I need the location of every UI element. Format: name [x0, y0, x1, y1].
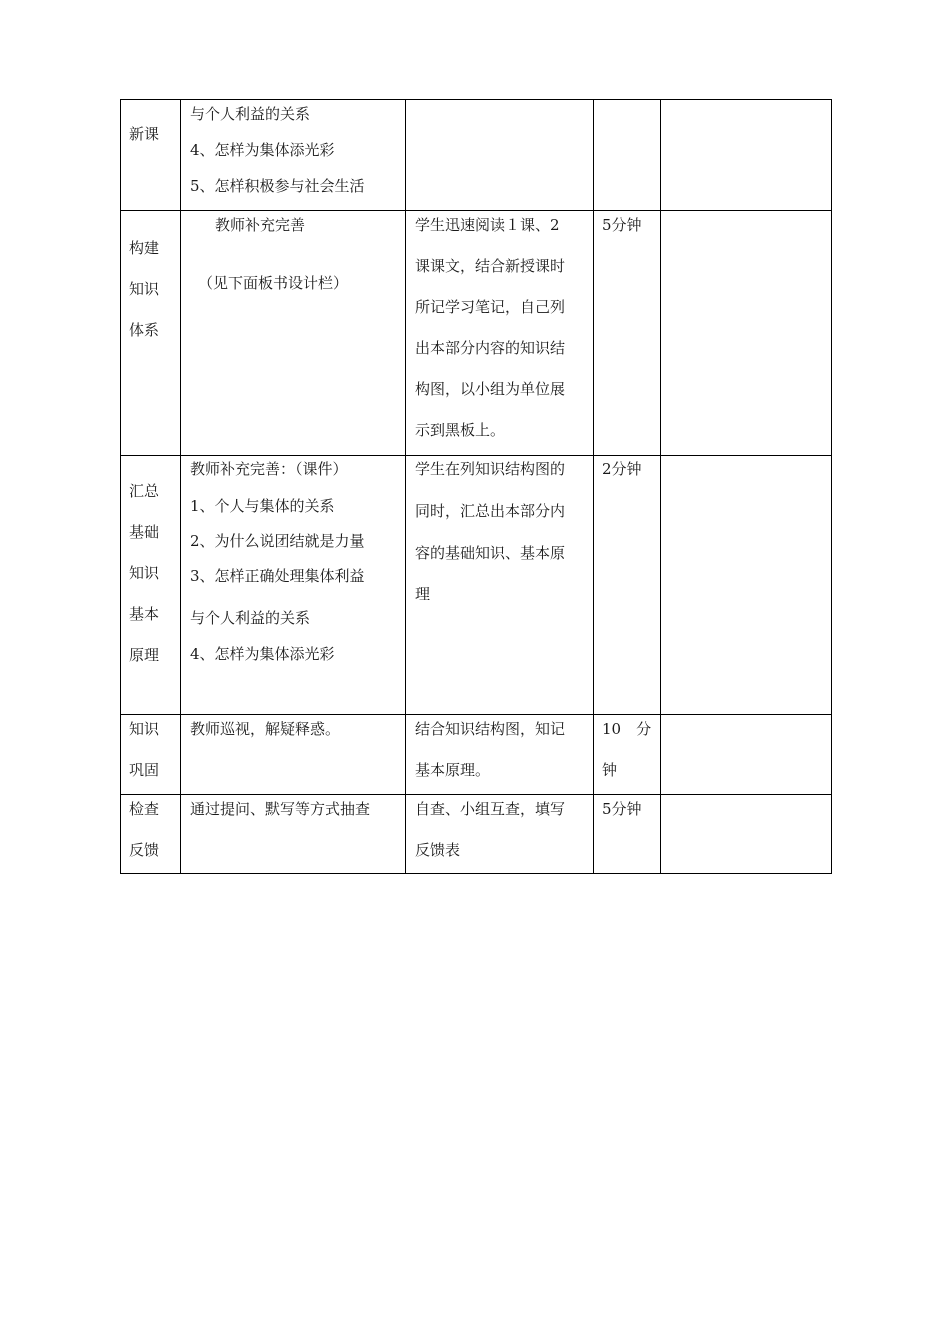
teacher-text: 4、怎样为集体添光彩 — [190, 141, 335, 159]
stage-text: 反馈 — [129, 841, 160, 859]
note-cell — [661, 715, 832, 795]
teacher-text: （见下面板书设计栏） — [198, 274, 349, 292]
teacher-text: 3、怎样正确处理集体利益 — [190, 567, 365, 585]
stage-cell — [121, 715, 181, 795]
time-cell — [594, 211, 661, 456]
teacher-text: 教师补充完善：（课件） — [190, 460, 348, 478]
student-text: 课课文，结合新授课时 — [415, 257, 566, 275]
student-activity-cell — [406, 211, 594, 456]
time-text: 10 分 — [602, 720, 652, 738]
stage-text: 基本 — [129, 605, 160, 623]
stage-text: 体系 — [129, 321, 160, 339]
note-cell — [661, 795, 832, 874]
stage-text: 巩固 — [129, 761, 160, 779]
student-text: 构图，以小组为单位展 — [415, 380, 566, 398]
teacher-text: 通过提问、默写等方式抽查 — [190, 800, 371, 818]
stage-text: 知识 — [129, 280, 160, 298]
time-text: 钟 — [602, 761, 618, 779]
stage-text: 知识 — [129, 720, 160, 738]
student-text: 理 — [415, 585, 431, 603]
lesson-plan-table — [120, 99, 832, 874]
time-text: 5分钟 — [602, 216, 642, 234]
table-row — [121, 795, 832, 874]
student-text: 所记学习笔记，自己列 — [415, 298, 566, 316]
stage-text: 新课 — [129, 125, 160, 143]
stage-cell — [121, 795, 181, 874]
time-text: 5分钟 — [602, 800, 642, 818]
teacher-text: 与个人利益的关系 — [190, 105, 311, 123]
note-cell — [661, 211, 832, 456]
student-text: 结合知识结构图，知记 — [415, 720, 566, 738]
student-text: 自查、小组互查，填写 — [415, 800, 566, 818]
student-text: 示到黑板上。 — [415, 421, 506, 439]
student-activity-cell — [406, 795, 594, 874]
student-activity-cell — [406, 456, 594, 715]
teacher-text: 1、个人与集体的关系 — [190, 497, 335, 515]
teacher-activity-cell — [181, 456, 406, 715]
student-text: 容的基础知识、基本原 — [415, 544, 566, 562]
stage-cell — [121, 100, 181, 211]
stage-text: 原理 — [129, 646, 160, 664]
stage-text: 知识 — [129, 564, 160, 582]
time-cell — [594, 456, 661, 715]
teacher-text: 2、为什么说团结就是力量 — [190, 532, 365, 550]
teacher-text: 教师补充完善 — [215, 216, 306, 234]
student-activity-cell — [406, 100, 594, 211]
teacher-activity-cell — [181, 211, 406, 456]
student-text: 出本部分内容的知识结 — [415, 339, 566, 357]
table-row — [121, 456, 832, 715]
time-cell — [594, 795, 661, 874]
teacher-activity-cell — [181, 795, 406, 874]
teacher-text: 4、怎样为集体添光彩 — [190, 645, 335, 663]
student-text: 学生迅速阅读１课、2 — [415, 216, 560, 234]
table-row — [121, 715, 832, 795]
teacher-text: 与个人利益的关系 — [190, 609, 311, 627]
stage-text: 检查 — [129, 800, 160, 818]
student-text: 基本原理。 — [415, 761, 491, 779]
stage-text: 基础 — [129, 523, 160, 541]
stage-cell — [121, 456, 181, 715]
table-row — [121, 211, 832, 456]
student-text: 同时，汇总出本部分内 — [415, 502, 566, 520]
teacher-activity-cell — [181, 715, 406, 795]
student-activity-cell — [406, 715, 594, 795]
table-row — [121, 100, 832, 211]
note-cell — [661, 100, 832, 211]
stage-text: 构建 — [129, 239, 160, 257]
time-text: 2分钟 — [602, 460, 642, 478]
student-text: 学生在列知识结构图的 — [415, 460, 566, 478]
student-text: 反馈表 — [415, 841, 461, 859]
time-cell — [594, 715, 661, 795]
teacher-activity-cell — [181, 100, 406, 211]
teacher-text: 教师巡视，解疑释惑。 — [190, 720, 341, 738]
stage-cell — [121, 211, 181, 456]
note-cell — [661, 456, 832, 715]
stage-text: 汇总 — [129, 482, 160, 500]
time-cell — [594, 100, 661, 211]
teacher-text: 5、怎样积极参与社会生活 — [190, 177, 365, 195]
